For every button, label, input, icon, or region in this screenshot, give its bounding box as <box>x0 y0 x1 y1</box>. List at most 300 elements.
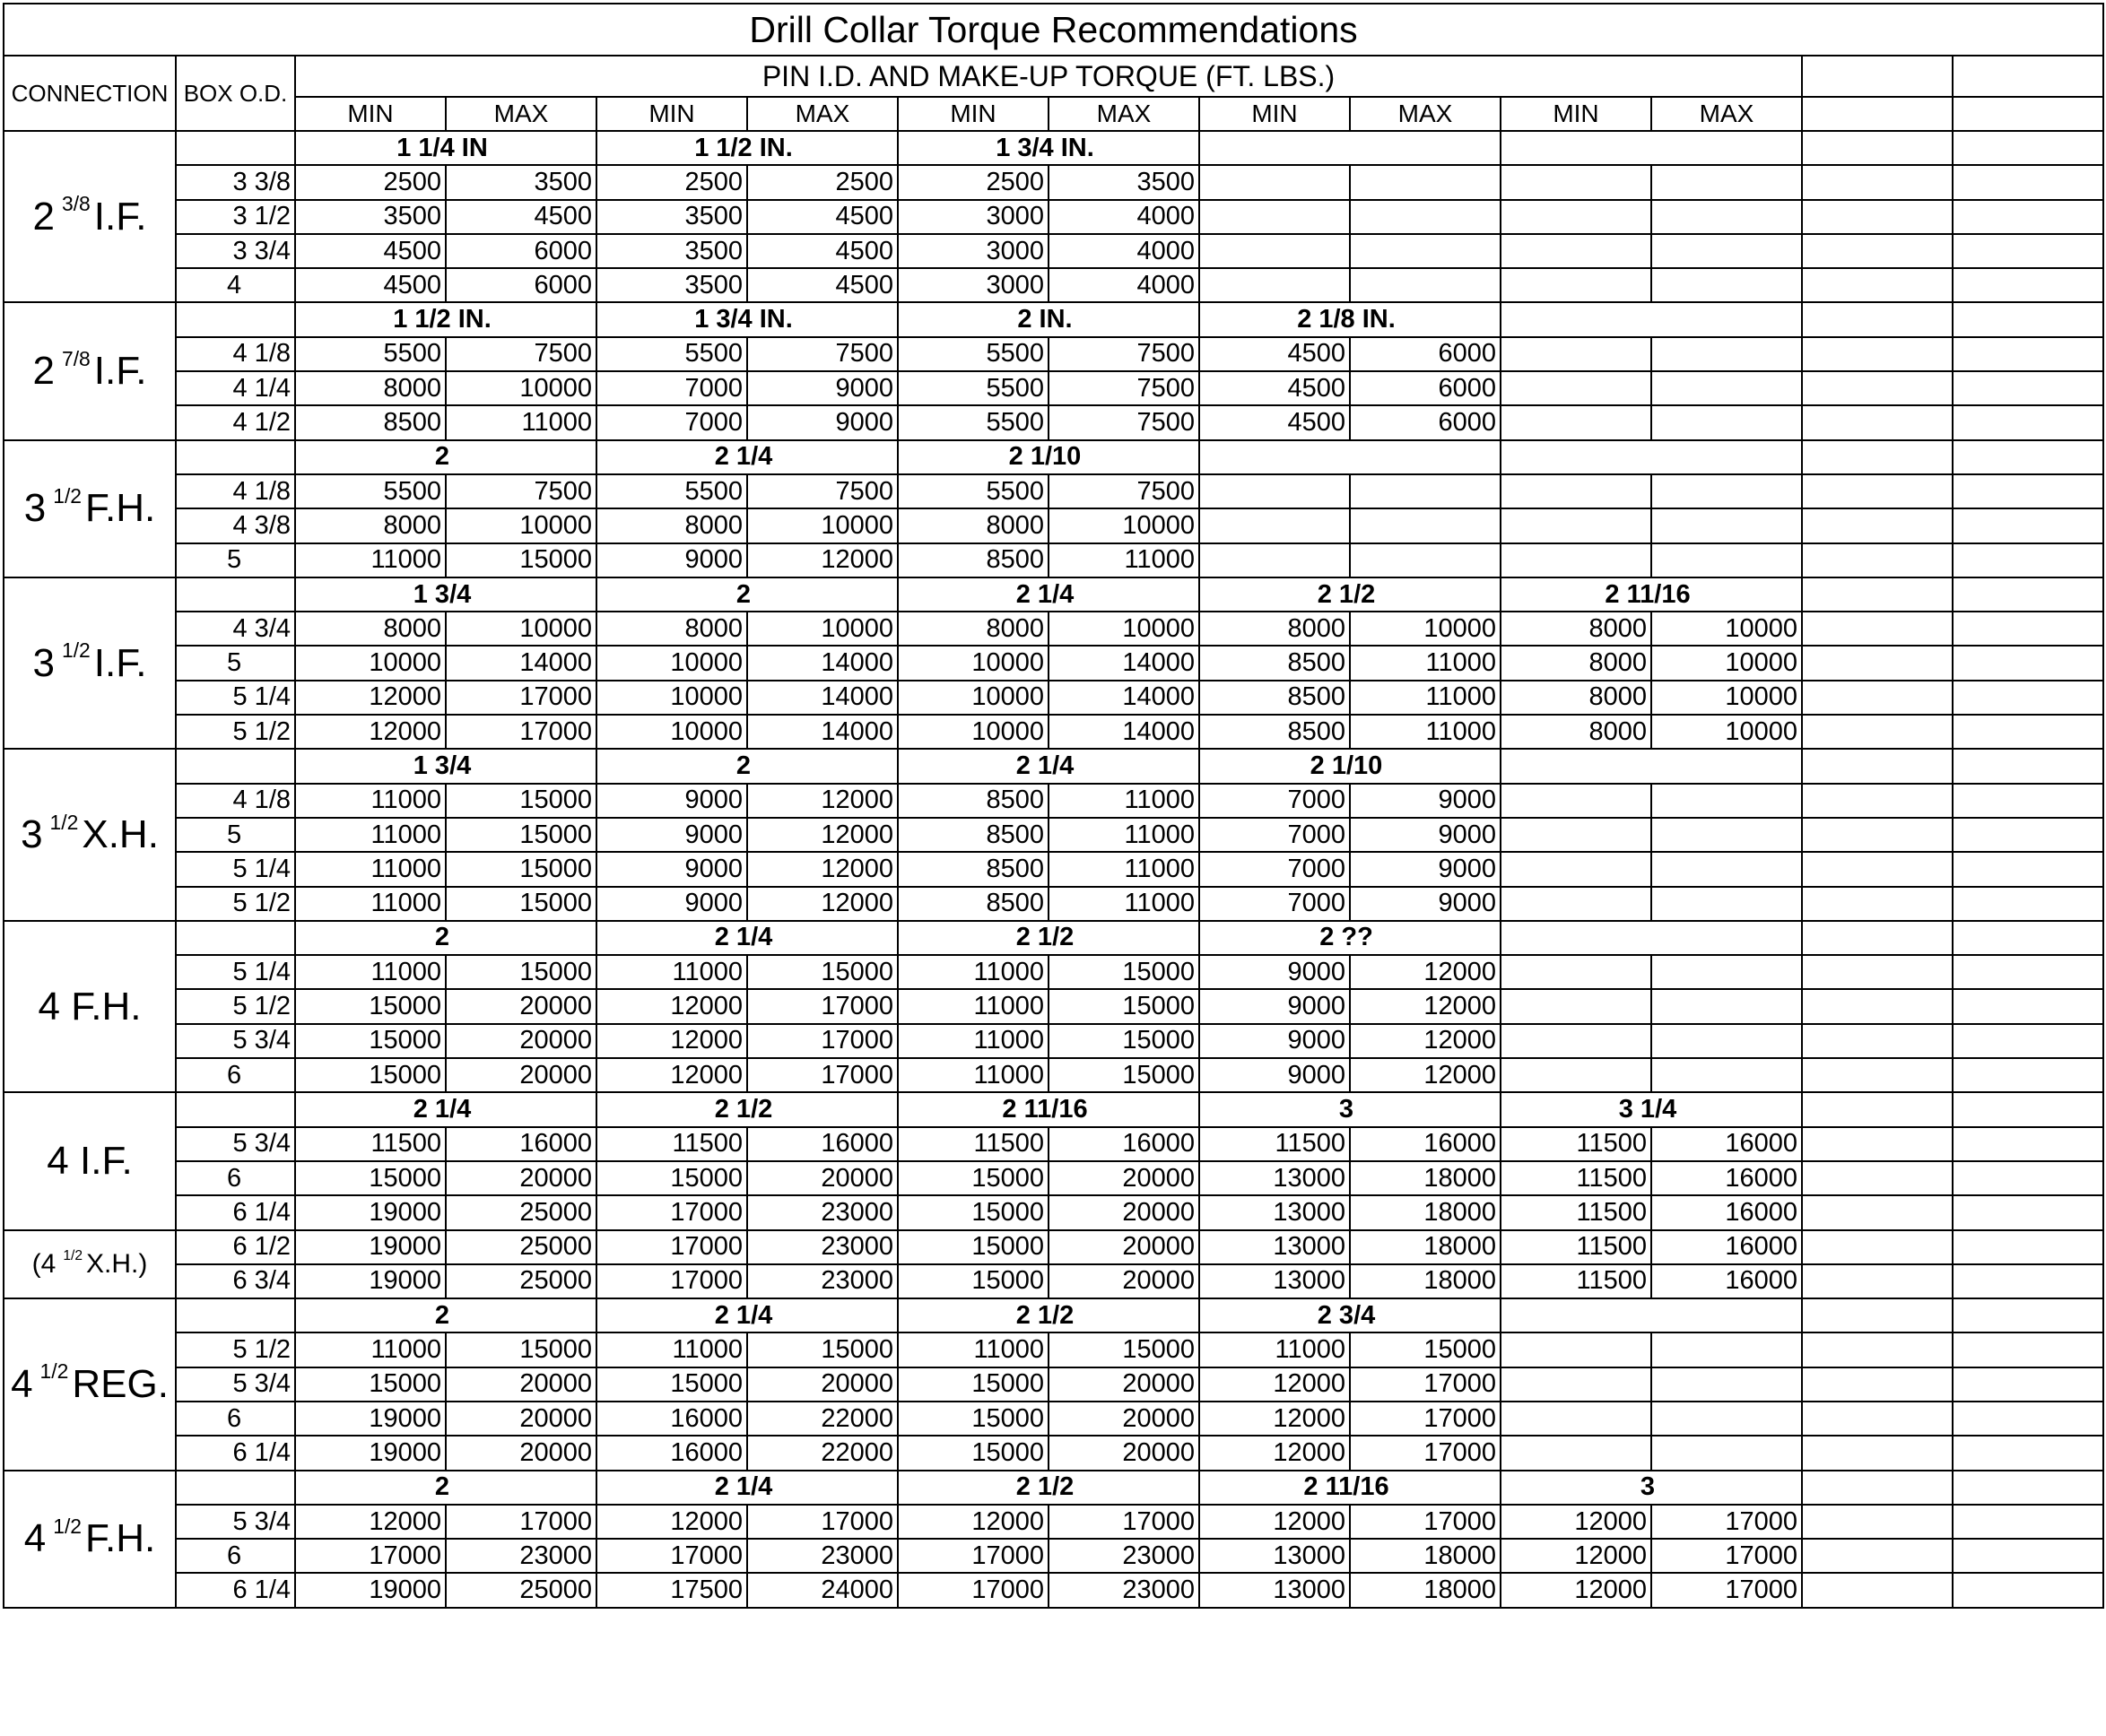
min-torque-cell: 4500 <box>1199 337 1350 371</box>
spare-cell <box>1953 749 2103 783</box>
pin-id-header: PIN I.D. AND MAKE-UP TORQUE (FT. LBS.) <box>295 56 1802 97</box>
max-torque-cell: 4500 <box>747 268 898 302</box>
max-torque-cell: 11000 <box>1049 543 1199 577</box>
min-torque-cell: 8000 <box>596 508 747 542</box>
table-title: Drill Collar Torque Recommendations <box>4 4 2103 56</box>
min-torque-cell <box>1501 234 1651 268</box>
min-torque-cell: 12000 <box>295 1505 446 1539</box>
min-torque-cell: 11000 <box>898 1058 1049 1092</box>
max-torque-cell: 16000 <box>1651 1264 1802 1298</box>
table-row <box>4 784 2103 818</box>
min-torque-cell: 3000 <box>898 268 1049 302</box>
connection-size: 4 <box>47 1138 69 1183</box>
min-torque-cell: 9000 <box>596 852 747 886</box>
pin-size-text: 2 1/4 <box>1015 579 1075 609</box>
table-row <box>4 681 2103 715</box>
max-torque-cell: 18000 <box>1350 1230 1501 1264</box>
pin-size-label <box>1501 302 1802 336</box>
min-torque-cell: 9000 <box>596 818 747 852</box>
table-row <box>4 887 2103 921</box>
connection-cell <box>4 749 176 920</box>
max-torque-cell: 20000 <box>446 1402 596 1436</box>
max-torque-cell: 16000 <box>1651 1127 1802 1161</box>
max-torque-cell <box>1350 474 1501 508</box>
min-torque-cell: 11000 <box>295 784 446 818</box>
min-header: MIN <box>1199 97 1350 131</box>
pin-size-text: 2 1/2 <box>1317 579 1376 609</box>
max-torque-cell <box>1651 955 1802 989</box>
min-torque-cell: 8000 <box>1501 715 1651 749</box>
max-torque-cell: 22000 <box>747 1402 898 1436</box>
spare-cell <box>1953 302 2103 336</box>
connection-size: 4 <box>23 1516 47 1561</box>
box-od-cell: 5 1/4 <box>176 681 295 715</box>
max-torque-cell: 11000 <box>1350 715 1501 749</box>
spare-cell <box>1953 1332 2103 1367</box>
min-torque-cell <box>1501 405 1651 439</box>
min-torque-cell: 12000 <box>295 715 446 749</box>
spare-header-cell <box>1953 56 2103 97</box>
pin-size-text: 1 3/4 IN. <box>996 133 1094 162</box>
box-od-cell: 4 1/8 <box>176 474 295 508</box>
spare-cell <box>1953 1402 2103 1436</box>
pin-size-label <box>596 440 898 474</box>
min-torque-cell: 5500 <box>898 405 1049 439</box>
min-torque-cell: 11500 <box>1501 1127 1651 1161</box>
max-torque-cell <box>1651 200 1802 234</box>
max-torque-cell: 10000 <box>1651 612 1802 646</box>
min-torque-cell: 8500 <box>1199 681 1350 715</box>
min-torque-cell: 3000 <box>898 234 1049 268</box>
pin-size-label <box>898 440 1199 474</box>
max-torque-cell: 12000 <box>1350 1024 1501 1058</box>
min-torque-cell: 15000 <box>295 1024 446 1058</box>
table-row <box>4 852 2103 886</box>
spare-cell <box>1802 818 1953 852</box>
table-row <box>4 474 2103 508</box>
box-od-cell: 5 1/2 <box>176 715 295 749</box>
max-torque-cell: 7500 <box>747 337 898 371</box>
box-od-cell: 5 1/2 <box>176 1332 295 1367</box>
connection-type: X.H.) <box>86 1248 148 1279</box>
max-torque-cell: 23000 <box>747 1539 898 1573</box>
min-torque-cell: 15000 <box>898 1161 1049 1195</box>
max-torque-cell: 10000 <box>747 508 898 542</box>
pin-size-label <box>1199 440 1501 474</box>
min-torque-cell: 12000 <box>898 1505 1049 1539</box>
max-torque-cell: 15000 <box>747 955 898 989</box>
max-torque-cell: 4500 <box>747 200 898 234</box>
pin-size-label <box>1501 921 1802 955</box>
max-torque-cell: 10000 <box>1049 508 1199 542</box>
connection-cell <box>4 440 176 577</box>
max-torque-cell: 23000 <box>747 1264 898 1298</box>
table-row <box>4 1332 2103 1367</box>
max-torque-cell <box>1350 234 1501 268</box>
min-torque-cell: 19000 <box>295 1230 446 1264</box>
max-torque-cell <box>1651 887 1802 921</box>
max-torque-cell <box>1350 200 1501 234</box>
max-torque-cell: 16000 <box>747 1127 898 1161</box>
min-torque-cell: 4500 <box>295 268 446 302</box>
pin-size-text: 1 1/2 IN. <box>393 305 492 334</box>
min-header: MIN <box>295 97 446 131</box>
spare-cell <box>1802 1402 1953 1436</box>
min-torque-cell <box>1199 165 1350 199</box>
min-torque-cell: 11000 <box>898 989 1049 1023</box>
max-torque-cell <box>1651 1367 1802 1402</box>
min-torque-cell <box>1501 989 1651 1023</box>
max-torque-cell: 20000 <box>1049 1161 1199 1195</box>
pin-size-row <box>4 1298 2103 1332</box>
max-torque-cell <box>1350 268 1501 302</box>
spare-cell <box>1953 1505 2103 1539</box>
spare-cell <box>1802 955 1953 989</box>
max-torque-cell: 16000 <box>1651 1230 1802 1264</box>
spare-cell <box>1953 577 2103 612</box>
max-torque-cell: 20000 <box>1049 1367 1199 1402</box>
pin-size-label <box>1199 302 1501 336</box>
min-torque-cell: 8000 <box>295 371 446 405</box>
spare-header-cell <box>1802 56 1953 97</box>
box-od-cell: 4 1/8 <box>176 337 295 371</box>
max-torque-cell: 23000 <box>1049 1539 1199 1573</box>
pin-size-label <box>1501 1471 1802 1505</box>
max-torque-cell: 23000 <box>747 1195 898 1229</box>
spare-cell <box>1802 337 1953 371</box>
table-row <box>4 1402 2103 1436</box>
min-torque-cell: 15000 <box>898 1367 1049 1402</box>
min-torque-cell: 10000 <box>596 681 747 715</box>
spare-cell <box>1802 715 1953 749</box>
max-torque-cell: 6000 <box>1350 337 1501 371</box>
min-torque-cell: 17500 <box>596 1573 747 1607</box>
min-torque-cell: 13000 <box>1199 1230 1350 1264</box>
min-torque-cell: 15000 <box>898 1436 1049 1470</box>
box-od-cell <box>176 1298 295 1332</box>
box-od-cell: 6 1/4 <box>176 1573 295 1607</box>
min-header: MIN <box>596 97 747 131</box>
pin-size-label <box>596 749 898 783</box>
connection-cell <box>4 131 176 302</box>
spare-cell <box>1953 543 2103 577</box>
max-torque-cell <box>1651 508 1802 542</box>
min-torque-cell <box>1199 508 1350 542</box>
max-torque-cell: 16000 <box>446 1127 596 1161</box>
spare-cell <box>1802 1573 1953 1607</box>
min-torque-cell: 11000 <box>295 818 446 852</box>
max-torque-cell: 17000 <box>1350 1505 1501 1539</box>
pin-size-text: 2 IN. <box>1017 305 1073 334</box>
min-torque-cell: 5500 <box>898 474 1049 508</box>
box-od-cell: 6 1/4 <box>176 1195 295 1229</box>
pin-size-text: 2 1/10 <box>1008 442 1082 472</box>
box-od-cell: 4 <box>176 268 295 302</box>
max-torque-cell: 9000 <box>747 405 898 439</box>
box-od-cell: 6 1/4 <box>176 1436 295 1470</box>
max-torque-cell: 17000 <box>1651 1505 1802 1539</box>
spare-cell <box>1802 1058 1953 1092</box>
max-torque-cell: 16000 <box>1350 1127 1501 1161</box>
pin-size-label <box>596 1092 898 1126</box>
max-torque-cell <box>1651 474 1802 508</box>
spare-cell <box>1802 1024 1953 1058</box>
spare-cell <box>1953 1573 2103 1607</box>
connection-fraction: 1/2 <box>53 483 83 508</box>
max-torque-cell: 14000 <box>1049 646 1199 680</box>
max-torque-cell: 4500 <box>446 200 596 234</box>
spare-cell <box>1953 337 2103 371</box>
max-torque-cell: 20000 <box>446 1161 596 1195</box>
connection-type: F.H. <box>85 1516 156 1561</box>
min-torque-cell: 3500 <box>596 234 747 268</box>
min-torque-cell <box>1501 784 1651 818</box>
connection-type: I.F. <box>80 1138 133 1183</box>
max-torque-cell: 7500 <box>1049 371 1199 405</box>
pin-size-text: 2 11/16 <box>1303 1472 1389 1502</box>
spare-cell <box>1802 1092 1953 1126</box>
spare-cell <box>1802 1298 1953 1332</box>
table-row <box>4 1367 2103 1402</box>
max-torque-cell: 2500 <box>747 165 898 199</box>
min-torque-cell: 13000 <box>1199 1264 1350 1298</box>
spare-cell <box>1802 165 1953 199</box>
pin-size-text: 2 1/2 <box>1015 1300 1075 1330</box>
max-torque-cell: 14000 <box>747 715 898 749</box>
pin-size-label <box>1199 1092 1501 1126</box>
spare-cell <box>1953 784 2103 818</box>
spare-cell <box>1802 1264 1953 1298</box>
min-torque-cell: 5500 <box>596 474 747 508</box>
min-torque-cell: 10000 <box>596 646 747 680</box>
table-row <box>4 1436 2103 1470</box>
min-torque-cell <box>1501 371 1651 405</box>
max-torque-cell: 17000 <box>747 1024 898 1058</box>
max-torque-cell: 4000 <box>1049 234 1199 268</box>
min-torque-cell: 16000 <box>596 1402 747 1436</box>
connection-fraction: 1/2 <box>53 1514 83 1538</box>
min-torque-cell: 10000 <box>596 715 747 749</box>
connection-type: I.F. <box>93 194 147 239</box>
pin-size-text: 1 3/4 IN. <box>694 305 793 334</box>
pin-size-text: 1 3/4 <box>413 579 472 609</box>
pin-size-text: 3 1/4 <box>1618 1094 1677 1124</box>
min-torque-cell: 3500 <box>596 268 747 302</box>
table-row <box>4 955 2103 989</box>
max-torque-cell: 14000 <box>747 646 898 680</box>
min-torque-cell <box>1501 955 1651 989</box>
max-torque-cell: 6000 <box>446 234 596 268</box>
max-torque-cell: 25000 <box>446 1230 596 1264</box>
max-torque-cell: 10000 <box>446 508 596 542</box>
max-header: MAX <box>446 97 596 131</box>
min-torque-cell: 11000 <box>295 887 446 921</box>
max-torque-cell <box>1350 543 1501 577</box>
pin-size-row <box>4 302 2103 336</box>
min-torque-cell: 3500 <box>295 200 446 234</box>
pin-size-text: 3 <box>1640 1472 1656 1502</box>
spare-cell <box>1953 371 2103 405</box>
max-torque-cell: 23000 <box>1049 1573 1199 1607</box>
pin-size-text: 2 1/2 <box>1015 1472 1075 1502</box>
connection-fraction: 1/2 <box>61 638 91 663</box>
max-torque-cell: 15000 <box>446 818 596 852</box>
max-torque-cell: 11000 <box>1350 646 1501 680</box>
min-torque-cell: 19000 <box>295 1195 446 1229</box>
box-od-cell: 6 <box>176 1161 295 1195</box>
pin-size-label <box>1199 131 1501 165</box>
min-torque-cell: 10000 <box>898 681 1049 715</box>
table-row <box>4 1127 2103 1161</box>
max-torque-cell <box>1350 508 1501 542</box>
max-torque-cell <box>1651 405 1802 439</box>
min-torque-cell: 19000 <box>295 1402 446 1436</box>
pin-size-label <box>596 1471 898 1505</box>
spare-cell <box>1802 1230 1953 1264</box>
max-torque-cell <box>1651 1024 1802 1058</box>
connection-type: F.H. <box>71 984 142 1029</box>
box-od-cell: 4 1/8 <box>176 784 295 818</box>
min-torque-cell: 15000 <box>596 1367 747 1402</box>
min-torque-cell: 9000 <box>596 887 747 921</box>
max-torque-cell: 9000 <box>747 371 898 405</box>
max-torque-cell: 17000 <box>446 681 596 715</box>
pin-size-row <box>4 1092 2103 1126</box>
min-torque-cell: 10000 <box>295 646 446 680</box>
min-torque-cell <box>1199 474 1350 508</box>
min-torque-cell: 17000 <box>898 1539 1049 1573</box>
min-torque-cell: 15000 <box>898 1195 1049 1229</box>
max-torque-cell <box>1651 337 1802 371</box>
min-torque-cell: 11500 <box>295 1127 446 1161</box>
box-od-cell: 5 3/4 <box>176 1505 295 1539</box>
min-torque-cell: 12000 <box>1199 1436 1350 1470</box>
min-torque-cell: 5500 <box>898 337 1049 371</box>
min-torque-cell: 15000 <box>898 1402 1049 1436</box>
min-torque-cell: 7000 <box>1199 784 1350 818</box>
connection-fraction: 1/2 <box>39 1359 69 1384</box>
min-torque-cell: 10000 <box>898 646 1049 680</box>
max-torque-cell: 12000 <box>747 543 898 577</box>
min-torque-cell <box>1199 268 1350 302</box>
max-torque-cell <box>1651 989 1802 1023</box>
pin-size-text: 2 1/4 <box>1015 751 1075 780</box>
spare-cell <box>1802 852 1953 886</box>
min-torque-cell: 17000 <box>596 1195 747 1229</box>
max-torque-cell: 25000 <box>446 1264 596 1298</box>
box-od-cell <box>176 749 295 783</box>
spare-cell <box>1802 131 1953 165</box>
table-row <box>4 612 2103 646</box>
min-torque-cell: 9000 <box>596 784 747 818</box>
min-torque-cell <box>1199 234 1350 268</box>
spare-header-cell <box>1802 97 1953 131</box>
min-torque-cell: 8000 <box>1501 612 1651 646</box>
min-torque-cell: 11000 <box>295 1332 446 1367</box>
pin-size-label <box>898 1092 1199 1126</box>
box-od-cell: 4 1/2 <box>176 405 295 439</box>
max-torque-cell: 6000 <box>446 268 596 302</box>
min-torque-cell: 5500 <box>596 337 747 371</box>
box-od-cell <box>176 1092 295 1126</box>
max-torque-cell: 20000 <box>1049 1195 1199 1229</box>
spare-cell <box>1802 234 1953 268</box>
min-torque-cell: 8000 <box>1199 612 1350 646</box>
max-torque-cell: 16000 <box>1651 1161 1802 1195</box>
max-torque-cell: 16000 <box>1049 1127 1199 1161</box>
max-torque-cell: 15000 <box>446 543 596 577</box>
pin-size-row <box>4 577 2103 612</box>
min-torque-cell <box>1501 268 1651 302</box>
connection-fraction: 1/2 <box>63 1247 83 1263</box>
max-torque-cell: 17000 <box>1350 1402 1501 1436</box>
connection-cell <box>4 1230 176 1299</box>
max-torque-cell <box>1350 165 1501 199</box>
min-torque-cell: 19000 <box>295 1436 446 1470</box>
connection-cell <box>4 302 176 439</box>
min-torque-cell: 11500 <box>1199 1127 1350 1161</box>
min-torque-cell: 8500 <box>898 887 1049 921</box>
max-torque-cell: 11000 <box>446 405 596 439</box>
max-torque-cell: 10000 <box>1651 715 1802 749</box>
max-torque-cell: 11000 <box>1350 681 1501 715</box>
min-torque-cell: 11500 <box>1501 1230 1651 1264</box>
connection-fraction: 1/2 <box>49 810 79 834</box>
table-row <box>4 268 2103 302</box>
pin-size-row <box>4 131 2103 165</box>
max-header: MAX <box>1651 97 1802 131</box>
max-torque-cell: 15000 <box>1049 1058 1199 1092</box>
min-torque-cell <box>1501 1058 1651 1092</box>
spare-cell <box>1802 371 1953 405</box>
connection-size: 2 <box>32 194 55 239</box>
spare-cell <box>1953 268 2103 302</box>
max-torque-cell <box>1651 543 1802 577</box>
pin-size-label <box>295 1471 596 1505</box>
max-torque-cell: 20000 <box>446 1058 596 1092</box>
spare-cell <box>1802 405 1953 439</box>
table-row <box>4 200 2103 234</box>
max-torque-cell: 10000 <box>1049 612 1199 646</box>
min-torque-cell <box>1501 200 1651 234</box>
spare-cell <box>1802 749 1953 783</box>
box-od-cell: 4 3/4 <box>176 612 295 646</box>
pin-size-text: 1 1/2 IN. <box>694 133 793 162</box>
max-torque-cell: 15000 <box>446 887 596 921</box>
spare-cell <box>1802 989 1953 1023</box>
max-torque-cell: 17000 <box>1651 1573 1802 1607</box>
min-torque-cell: 16000 <box>596 1436 747 1470</box>
max-torque-cell: 15000 <box>446 852 596 886</box>
min-torque-cell: 11000 <box>295 955 446 989</box>
max-torque-cell: 15000 <box>1049 989 1199 1023</box>
table-row <box>4 1573 2103 1607</box>
min-torque-cell <box>1501 1402 1651 1436</box>
spare-cell <box>1953 715 2103 749</box>
table-row <box>4 543 2103 577</box>
max-torque-cell: 22000 <box>747 1436 898 1470</box>
max-torque-cell: 7500 <box>747 474 898 508</box>
min-torque-cell: 11000 <box>295 543 446 577</box>
min-torque-cell: 12000 <box>295 681 446 715</box>
box-od-cell: 5 1/2 <box>176 989 295 1023</box>
box-od-header: BOX O.D. <box>176 56 295 131</box>
box-od-cell: 5 3/4 <box>176 1024 295 1058</box>
spare-cell <box>1802 302 1953 336</box>
min-torque-cell: 11000 <box>898 955 1049 989</box>
min-torque-cell: 8000 <box>596 612 747 646</box>
max-torque-cell: 9000 <box>1350 818 1501 852</box>
